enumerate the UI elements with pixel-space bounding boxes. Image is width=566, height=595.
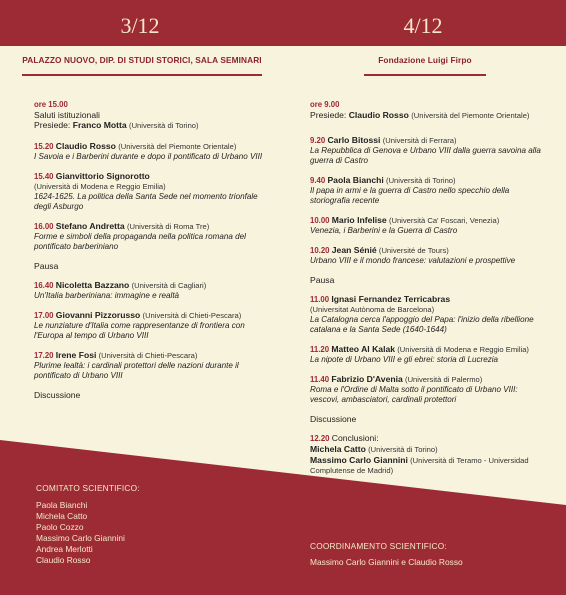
talk-time: 9.40 [310, 176, 326, 185]
speaker-name: Matteo Al Kalak [331, 344, 396, 354]
talk-time: 11.20 [310, 345, 330, 354]
talk-time: 11.00 [310, 295, 330, 304]
speaker-name: Carlo Bitossi [327, 135, 381, 145]
talk-block [34, 350, 274, 381]
committee-heading: COMITATO SCIENTIFICO: [36, 483, 140, 493]
speaker-affiliation: (Università di Torino) [386, 176, 456, 185]
talk-title: 1624-1625. La politica della Santa Sede nel momento trionfale degli Asburgo [34, 192, 258, 211]
conclusion-speaker-affiliation: (Università di Torino) [368, 445, 438, 454]
talk-block [310, 294, 548, 335]
talk-time: 10.00 [310, 216, 330, 225]
speaker-affiliation: (Università di Palermo) [405, 375, 483, 384]
speaker-name: Mario Infelise [331, 215, 387, 225]
talk-block [310, 175, 548, 206]
day2-venue: Fondazione Luigi Firpo [364, 46, 486, 76]
talk-block [34, 141, 274, 162]
talk-title: La Catalogna cerca l'appoggio del Papa: l'inizio della ribellione catalana e la Santa Sede (1640-1644) [310, 315, 534, 334]
day2-date: 4/12 [403, 13, 443, 38]
speaker-name: Paola Bianchi [327, 175, 384, 185]
talk-block [310, 344, 548, 365]
talk-block [34, 310, 274, 341]
session-time: ore 15.00 [34, 100, 68, 109]
speaker-name: Gianvittorio Signorotto [55, 171, 150, 181]
session-time: 12.20 [310, 434, 330, 443]
chair-affiliation: (Università di Torino) [129, 121, 199, 130]
committee-member: Andrea Merlotti [36, 544, 93, 554]
chair-name: Franco Motta [72, 120, 127, 130]
day1-program [34, 100, 274, 400]
speaker-affiliation: (Università di Modena e Reggio Emilia) [397, 345, 529, 354]
talk-block [34, 171, 274, 212]
talk-title: I Savoia e i Barberini durante e dopo il pontificato di Urbano VIII [34, 152, 263, 161]
talk-title: Il papa in armi e la guerra di Castro nello specchio della storiografia recente [310, 186, 510, 205]
talk-block [34, 280, 274, 301]
talk-time: 9.20 [310, 136, 326, 145]
speaker-affiliation: (Università Ca' Foscari, Venezia) [388, 216, 500, 225]
speaker-affiliation: (Università di Modena e Reggio Emilia) [34, 182, 166, 191]
speaker-affiliation: (Universitat Autònoma de Barcelona) [310, 305, 435, 314]
chair-name: Claudio Rosso [348, 110, 409, 120]
talk-block [310, 135, 548, 166]
conclusions-block [310, 433, 548, 476]
speaker-affiliation: (Università di Ferrara) [382, 136, 457, 145]
conclusions-label: Conclusioni: [331, 433, 379, 443]
speaker-name: Fabrizio D'Avenia [331, 374, 403, 384]
chair-label: Presiede: [34, 120, 71, 130]
talk-title: La Repubblica di Genova e Urbano VIII dalla guerra savoina alla guerra di Castro [310, 146, 541, 165]
day1-venue: PALAZZO NUOVO, DIP. DI STUDI STORICI, SALA SEMINARI [22, 46, 262, 76]
speaker-affiliation: (Università del Piemonte Orientale) [118, 142, 237, 151]
talk-block [310, 215, 548, 236]
committee-member: Paolo Cozzo [36, 522, 84, 532]
talk-title: Venezia, i Barberini e la Guerra di Castro [310, 226, 458, 235]
talk-title: La nipote di Urbano VIII e gli ebrei: storia di Lucrezia [310, 355, 499, 364]
conclusion-speaker-name: Massimo Carlo Giannini [310, 455, 408, 465]
pause-label: Pausa [34, 261, 59, 271]
speaker-affiliation: (Università di Cagliari) [131, 281, 207, 290]
talk-time: 16.40 [34, 281, 54, 290]
speaker-name: Giovanni Pizzorusso [55, 310, 141, 320]
pause-label: Pausa [310, 275, 335, 285]
talk-title: Roma e l'Ordine di Malta sotto il pontificato di Urbano VIII: vescovi, ambasciatori, cardinali protettori [310, 385, 518, 404]
welcome-text: Saluti istituzionali [34, 110, 100, 120]
speaker-name: Stefano Andretta [55, 221, 125, 231]
talk-time: 10.20 [310, 246, 330, 255]
scientific-committee [36, 483, 236, 566]
talk-block [310, 374, 548, 405]
chair-affiliation: (Università del Piemonte Orientale) [411, 111, 530, 120]
talk-title: Plurime lealtà: i cardinali protettori delle nazioni durante il pontificato di Urbano VIII [34, 361, 239, 380]
speaker-name: Nicoletta Bazzano [55, 280, 130, 290]
committee-member: Massimo Carlo Giannini [36, 533, 125, 543]
day2-program [310, 100, 548, 476]
speaker-affiliation: (Università di Chieti-Pescara) [98, 351, 198, 360]
conclusion-speaker-affiliation: (Università di Teramo - Universidad Complutense de Madrid) [310, 456, 529, 475]
speaker-name: Irene Fosi [55, 350, 97, 360]
day1-date: 3/12 [120, 13, 160, 38]
talk-title: Urbano VIII e il mondo francese: valutazioni e prospettive [310, 256, 516, 265]
speaker-affiliation: (Università di Roma Tre) [126, 222, 210, 231]
talk-time: 16.00 [34, 222, 54, 231]
committee-member: Michela Catto [36, 511, 88, 521]
speaker-name: Ignasi Fernandez Terricabras [331, 294, 451, 304]
scientific-coordination [310, 541, 550, 568]
committee-member: Claudio Rosso [36, 555, 91, 565]
talk-time: 15.40 [34, 172, 54, 181]
coordination-names: Massimo Carlo Giannini e Claudio Rosso [310, 557, 463, 567]
speaker-name: Jean Sénié [331, 245, 377, 255]
talk-time: 11.40 [310, 375, 330, 384]
talk-time: 17.00 [34, 311, 54, 320]
speaker-affiliation: (Università di Chieti-Pescara) [142, 311, 242, 320]
speaker-name: Claudio Rosso [55, 141, 116, 151]
committee-member: Paola Bianchi [36, 500, 88, 510]
coordination-heading: COORDINAMENTO SCIENTIFICO: [310, 541, 447, 551]
discussion-label: Discussione [310, 414, 357, 424]
talk-title: Un'Italia barberiniana: immagine e realtà [34, 291, 180, 300]
talk-block [34, 221, 274, 252]
talk-time: 15.20 [34, 142, 54, 151]
session-time: ore 9.00 [310, 100, 340, 109]
discussion-label: Discussione [34, 390, 81, 400]
speaker-affiliation: (Université de Tours) [378, 246, 449, 255]
talk-title: Forme e simboli della propaganda nella politica romana del pontificato barberiniano [34, 232, 246, 251]
talk-time: 17.20 [34, 351, 54, 360]
opening-block [310, 100, 548, 121]
talk-block [310, 245, 548, 266]
conclusion-speaker-name: Michela Catto [310, 444, 366, 454]
talk-title: Le nunziature d'Italia come rappresentanze di frontiera con l'Europa al tempo di Urbano VIII [34, 321, 245, 340]
chair-label: Presiede: [310, 110, 347, 120]
opening-block [34, 100, 274, 131]
